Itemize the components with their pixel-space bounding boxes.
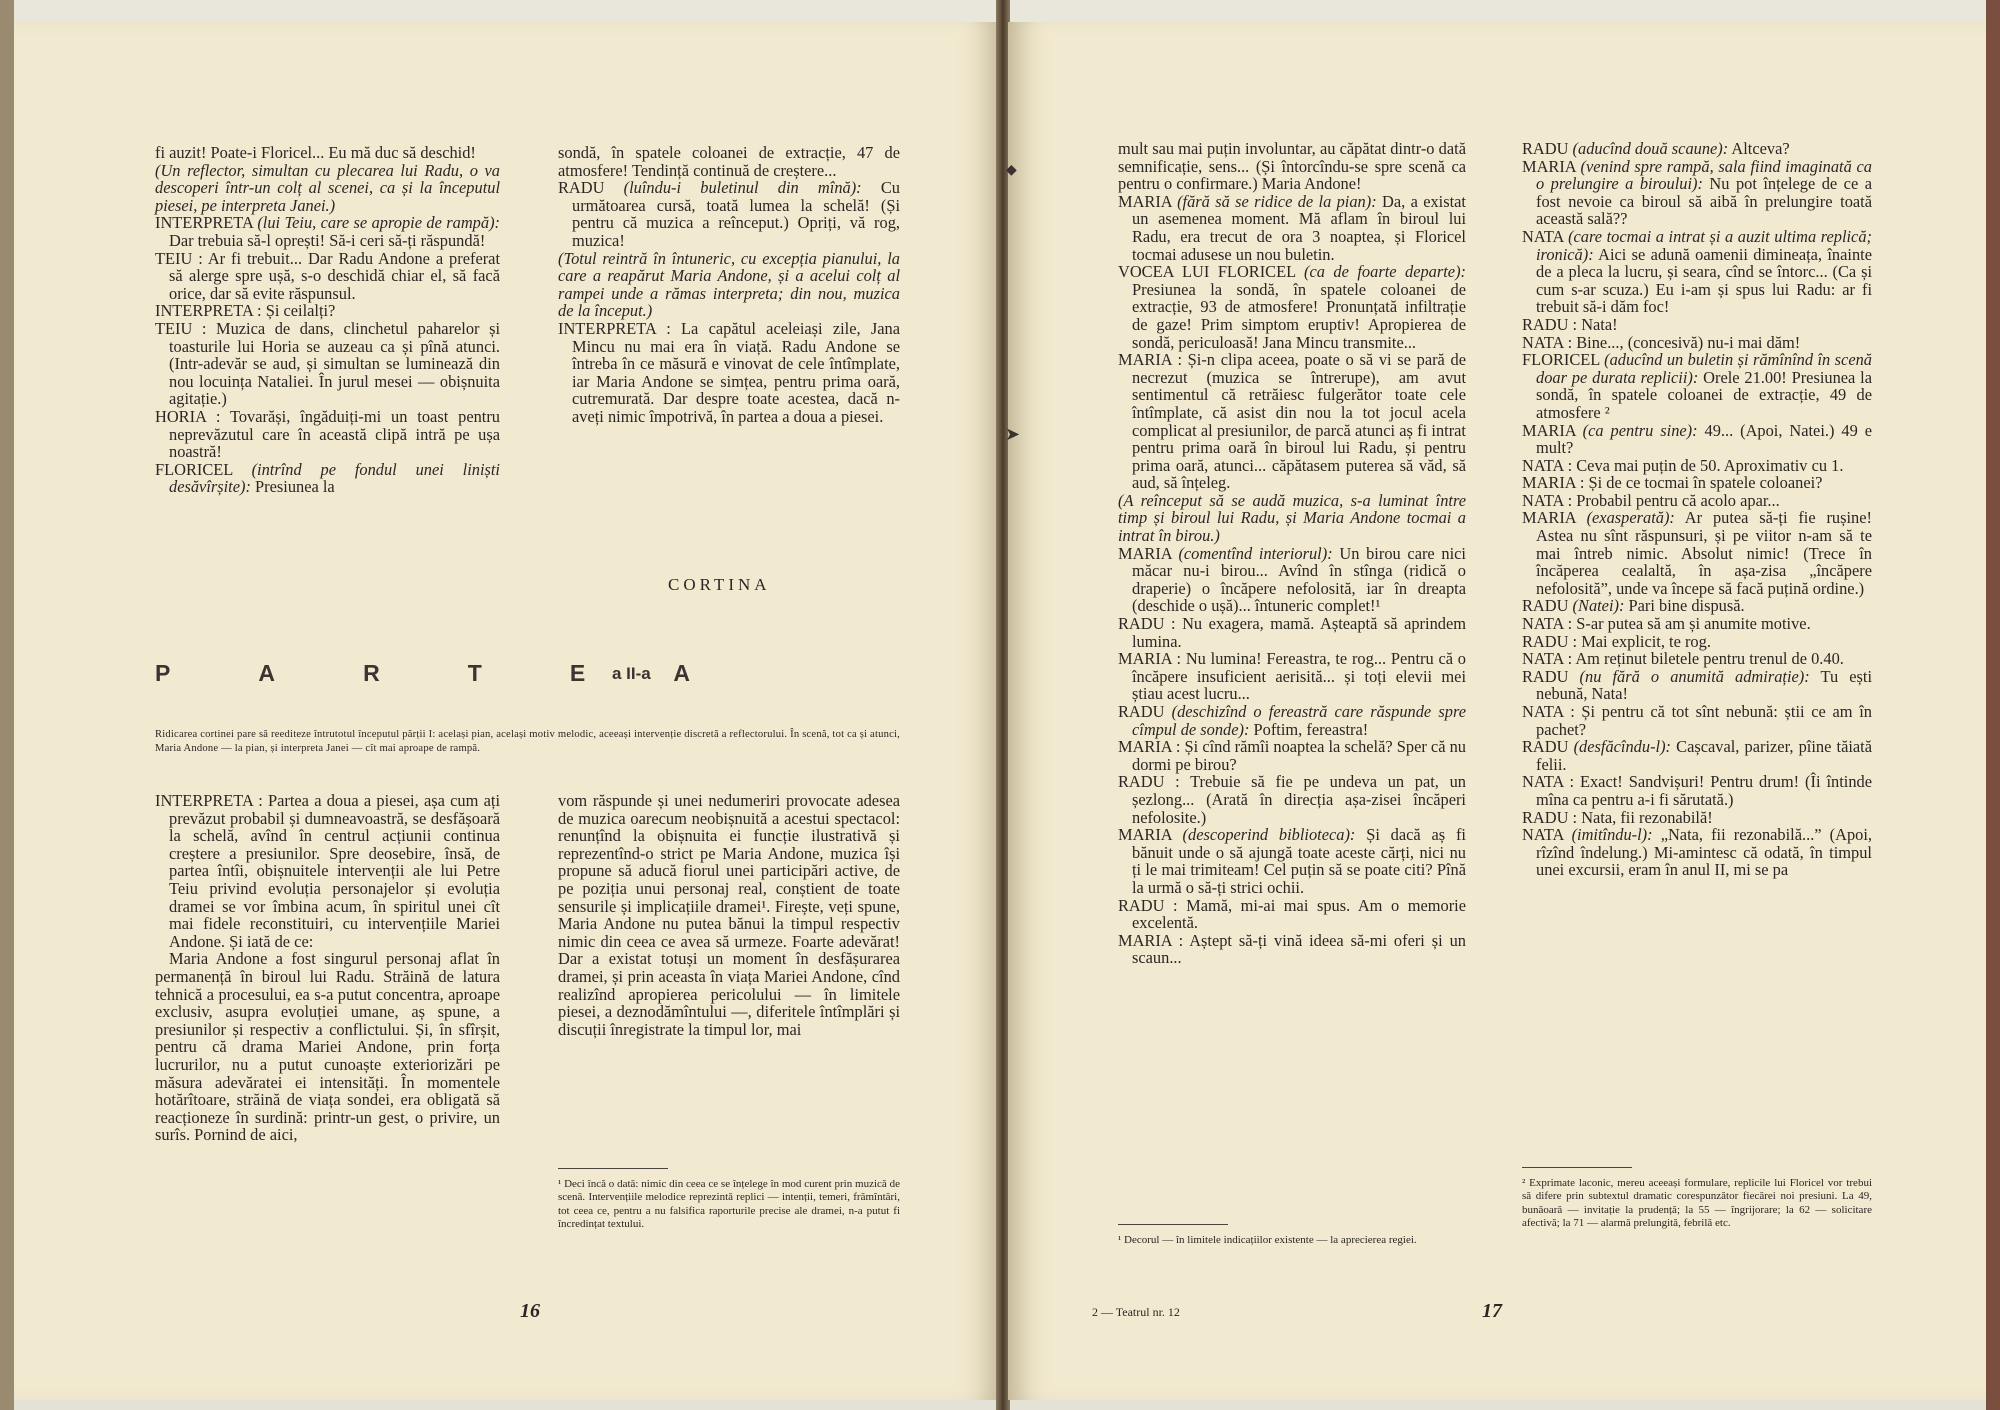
speaker-name: RADU	[1118, 772, 1176, 792]
dialogue-text: : Muzica de dans, clinchetul paharelor și toasturile lui Horia se auzeau ca și pînă atunci. (Intr-adevăr se aud, și simultan se luminează din nou locuința Nataliei. În jurul mesei — obișnuita agitație.)	[169, 318, 501, 409]
continued-text: fi auzit! Poate-i Floricel... Eu mă duc să deschid!	[155, 143, 476, 162]
dialogue-text: : Mamă, mi-ai mai spus. Am o memorie excelentă.	[1132, 895, 1466, 933]
dialogue-line	[1118, 826, 1466, 896]
dialogue-text: : Partea a doua a piesei, așa cum ați prevăzut probabil și dumneavoastră, se desfășoară la schelă, avînd în centrul acțiunii continua creștere a presiunilor. Spre deosebire, însă, de partea întîi, obișnuitele intervenții ale lui Petre Teiu privind evoluția personajelor și evoluția dramei se vor îmbina acum, în spiritul unei cît mai fidele reconstituiri, cu intervențiile Mariei Andone. Și iată de ce:	[169, 791, 500, 951]
part-heading-letter: T	[467, 660, 482, 686]
speaker-name: NATA	[1522, 490, 1568, 510]
dialogue-line	[1118, 773, 1466, 826]
stage-direction: (intrînd pe fondul unei liniști desăvîrșite):	[169, 459, 500, 497]
speaker-name: RADU	[558, 178, 624, 198]
footnote-rule	[1522, 1167, 1632, 1168]
stage-direction: (lui Teiu, care se apropie de rampă):	[257, 213, 500, 233]
speaker-name: INTERPRETA	[155, 791, 259, 810]
left-column-2-bottom: vom răspunde și unei nedumeriri provocate adesea de muzica oarecum neobișnuită a acestui spectacol: renunțînd la obișnuita ei funcție ilustrativă și reprezentînd-o strict pe Maria Andone, muzica își propune să aducă fiorul unei participări active, de pe poziția unui personaj real, conștient de toate sensurile și implicațiile dramei¹. Firește, veți spune, Maria Andone nu putea bănui la timpul respectiv nimic din ceea ce avea să urmeze. Foarte adevărat! Dar a existat totuși un moment în desfășurarea dramei, și prin aceasta în viața Mariei Andone, cînd realizînd apropierea pericolului — în limitele piesei, a deznodămîntului —, diferitele întîmplări și discuții înregistrate la timpul lor, mai	[558, 791, 900, 1039]
speaker-name: VOCEA LUI FLORICEL	[1118, 262, 1305, 282]
speaker-name: NATA	[1522, 614, 1568, 634]
dialogue-text: : Mai explicit, te rog.	[1572, 631, 1711, 651]
stage-direction: (nu fără o anumită admirație):	[1579, 666, 1810, 686]
dialogue-text: Orele 21.00! Presiunea la sondă, în spatele coloanei de extracție, 49 de atmosfere ²	[1536, 367, 1872, 422]
dialogue-line	[1522, 140, 1872, 158]
dialogue-line	[1522, 351, 1872, 421]
speaker-name: MARIA	[1118, 649, 1177, 669]
cortina-label: CORTINA	[668, 575, 771, 594]
speaker-name: FLORICEL	[155, 459, 252, 479]
book-cover-edge-right	[1986, 0, 2000, 1410]
right-column-1	[1118, 140, 1466, 967]
dialogue-line	[558, 179, 900, 249]
speaker-name: INTERPRETA	[155, 301, 258, 321]
dialogue-text: Poftim, fereastra!	[1249, 719, 1369, 739]
dialogue-text: : Ar fi trebuit... Dar Radu Andone a preferat să alerge spre ușă, s-o deschidă chiar el, să facă orice, dar să evite răspunsul.	[169, 248, 501, 303]
speaker-name: TEIU	[155, 318, 202, 338]
dialogue-line	[1522, 334, 1872, 352]
dialogue-line	[1118, 193, 1466, 263]
stage-direction: (Totul reintră în întuneric, cu excepția pianului, la care a reapărut Maria Andone, și a acelui colț al rampei unde a rămas interpreta; din nou, muzica de la început.)	[558, 248, 900, 321]
dialogue-text: Presiunea la sondă, în spatele coloanei de extracție, 93 de atmosfere! Pronunțată infiltrație de gaze! Prim simptom eruptiv! Apropierea de sondă, periculoasă! Jana Mincu transmite...	[1132, 279, 1466, 352]
stage-direction: (fără să se ridice de la pian):	[1177, 191, 1377, 211]
dialogue-line	[155, 320, 500, 408]
paragraph: Maria Andone a fost singurul personaj aflat în permanență în biroul lui Radu. Străină de latura tehnică a procesului, ea s-a putut concentra, aproape exclusiv, asupra evoluției umane, aș spune, a presiunilor și respectiv a conflictului. Și, în sfîrșit, pentru că drama Mariei Andone, prin forța lucrurilor, nu a putut cunoaște exteriorizări pe măsura adevăratei ei intensități. În momentele hotărîtoare, străină de viața sondei, era obligată să reacționeze în surdină: printr-un gest, o privire, un surîs. Pornind de aici,	[155, 949, 500, 1145]
dialogue-line	[1522, 809, 1872, 827]
dialogue-line	[1522, 457, 1872, 475]
stage-intro: Ridicarea cortinei pare să reediteze întrutotul începutul părții I: același pian, același motiv melodic, aceeași intervenție discretă a reflectorului. În scenă, tot ca și atunci, Maria Andone — la pian, și interpreta Janei — cît mai aproape de rampă.	[155, 729, 900, 754]
speaker-name: MARIA	[1118, 825, 1183, 845]
speaker-name: MARIA	[1118, 930, 1179, 950]
part-heading	[155, 660, 690, 687]
stage-direction: (desfăcîndu-l):	[1573, 737, 1671, 757]
dialogue-line	[1118, 263, 1466, 351]
dialogue-text: Cașcaval, parizer, pîine tăiată felii.	[1536, 737, 1873, 774]
dialogue-line	[1118, 615, 1466, 650]
speaker-name: RADU	[1118, 895, 1174, 915]
dialogue-text: Ar putea să-ți fie rușine! Astea nu sînt răspunsuri, și pe viitor n-am să te mai întreb nimic. Absolut nimic! (Trece în încăperea cealaltă, în așa-zisa „încăpere nefolosită”, unde va începe să facă puțină ordine.)	[1536, 508, 1872, 598]
margin-arrow-mark: ◆	[1006, 163, 1017, 178]
dialogue-line	[1522, 615, 1872, 633]
dialogue-line	[1522, 738, 1872, 773]
right-column-2	[1522, 140, 1872, 879]
stage-direction: (Un reflector, simultan cu plecarea lui Radu, o va descoperi într-un colț al scenei, ca și la începutul piesei, pe interpreta Janei.)	[155, 160, 500, 215]
dialogue-text: „Nata, fii rezonabilă...” (Apoi, rîzînd îndelung.) Mi-amintesc că odată, în timpul unei excursii, eram în anul II, mi se pa	[1536, 825, 1872, 880]
footnote-rule	[558, 1168, 668, 1169]
dialogue-text: : Aștept să-ți vină ideea să-mi oferi și un scaun...	[1132, 930, 1466, 968]
dialogue-line	[1118, 897, 1466, 932]
speaker-name: MARIA	[1118, 737, 1176, 757]
stage-direction: (deschizînd o fereastră care răspunde spre cîmpul de sonde):	[1132, 702, 1466, 739]
dialogue-line	[155, 408, 500, 461]
dialogue-line	[1118, 545, 1466, 615]
stage-direction: (descoperind biblioteca):	[1182, 825, 1356, 845]
left-column-1-bottom	[155, 792, 500, 1144]
speaker-name: NATA	[1522, 702, 1571, 721]
speaker-name: MARIA	[1118, 543, 1179, 563]
dialogue-text: : Am reținut biletele pentru trenul de 0.40.	[1567, 649, 1844, 669]
speaker-name: NATA	[1522, 455, 1568, 475]
speaker-name: RADU	[1522, 139, 1573, 158]
stage-direction: (aducînd un buletin și rămînînd în scenă doar pe durata replicii):	[1536, 350, 1872, 387]
speaker-name: RADU	[1522, 666, 1580, 686]
speaker-name: FLORICEL	[1522, 350, 1605, 370]
dialogue-line	[1522, 422, 1872, 457]
dialogue-line	[1522, 703, 1872, 738]
dialogue-line	[1522, 316, 1872, 334]
dialogue-line	[1522, 492, 1872, 510]
stage-direction: (ca de foarte departe):	[1304, 262, 1466, 282]
speaker-name: TEIU	[155, 248, 199, 268]
dialogue-line	[1522, 509, 1872, 597]
dialogue-text: : Nu exagera, mamă. Așteaptă să aprindem lumina.	[1132, 614, 1466, 651]
dialogue-text: : Nu lumina! Fereastra, te rog... Pentru că o încăpere insuficient aerisită... și toți elevii mei știau acest lucru...	[1132, 649, 1466, 704]
dialogue-text: Altceva?	[1728, 139, 1790, 158]
dialogue-line	[1118, 650, 1466, 703]
dialogue-line	[155, 792, 500, 950]
stage-direction: (ca pentru sine):	[1582, 420, 1698, 440]
dialogue-text: Presiunea la	[250, 477, 335, 497]
dialogue-text: Tu ești nebună, Nata!	[1536, 666, 1872, 704]
dialogue-text: Și dacă aș fi bănuit unde o să ajungă toate aceste cărți, nici nu ți le mai trimiteam! Cel puțin să se poate citi? Pînă la urmă o să-ți strici ochii.	[1132, 825, 1466, 897]
stage-direction: (care tocmai a intrat și a auzit ultima replică; ironică):	[1536, 226, 1872, 264]
book-cover-edge-left	[0, 0, 14, 1410]
dialogue-text: 49... (Apoi, Natei.) 49 e mult?	[1536, 420, 1872, 458]
speaker-name: INTERPRETA	[558, 318, 667, 338]
speaker-name: INTERPRETA	[155, 213, 258, 233]
speaker-name: RADU	[1522, 737, 1574, 757]
dialogue-line	[1522, 158, 1872, 228]
speaker-name: NATA	[1522, 226, 1569, 246]
part-heading-letter: P	[155, 660, 171, 686]
continued-text: sondă, în spatele coloanei de extracție, 47 de atmosfere! Tendință continuă de creștere...	[558, 143, 900, 180]
dialogue-line	[1522, 597, 1872, 615]
dialogue-line	[155, 302, 500, 320]
dialogue-line	[1118, 703, 1466, 738]
dialogue-line	[1522, 228, 1872, 316]
dialogue-line	[1118, 351, 1466, 492]
dialogue-text: : Și ceilalți?	[257, 301, 336, 321]
footnote-left: ¹ Deci încă o dată: nimic din ceea ce se înțelege în mod curent prin muzică de scenă. Intervențiile melodice reprezintă replici — intenții, temeri, frămîntări, tot ceea ce, pentru a nu falsifica raporturile precise ale dramei, n-a putut fi încredințat textului.	[558, 1178, 900, 1231]
dialogue-line	[155, 250, 500, 303]
dialogue-text: : Și cînd rămîi noaptea la schelă? Sper că nu dormi pe birou?	[1132, 737, 1466, 774]
dialogue-line	[1522, 650, 1872, 668]
page-number-right: 17	[1482, 1300, 1502, 1322]
speaker-name: RADU	[1522, 807, 1573, 827]
continued-text: mult sau mai puțin involuntar, au căpătat dintr-o dată semnificație, sens... (Și întorcîndu-se spre scenă ca pentru o confirmare.) Maria Andone!	[1118, 139, 1466, 194]
dialogue-text: Pari bine dispusă.	[1624, 596, 1745, 616]
printer-signature: 2 — Teatrul nr. 12	[1092, 1305, 1180, 1319]
stage-direction: (luîndu-i buletinul din mînă):	[623, 178, 862, 198]
part-heading-letter: A	[258, 660, 276, 686]
dialogue-line	[1522, 474, 1872, 492]
page-number-left: 16	[520, 1300, 540, 1322]
dialogue-text: : Tovarăși, îngăduiți-mi un toast pentru neprevăzutul care în această clipă intră pe ușa noastră!	[169, 406, 500, 462]
stage-direction: (comentînd interiorul):	[1178, 543, 1333, 563]
speaker-name: RADU	[1522, 631, 1573, 651]
part-heading-letter: E	[569, 660, 586, 686]
speaker-name: RADU	[1118, 702, 1172, 721]
stage-direction: (exasperată):	[1586, 508, 1675, 528]
speaker-name: MARIA	[1118, 191, 1178, 211]
dialogue-text: : Exact! Sandvișuri! Pentru drum! (Îi întinde mîna ca pentru a-i fi sărutată.)	[1536, 772, 1872, 809]
dialogue-text: : Ceva mai puțin de 50. Aproximativ cu 1.	[1567, 455, 1844, 475]
speaker-name: RADU	[1522, 314, 1573, 334]
speaker-name: MARIA	[1118, 350, 1178, 370]
part-heading-letter: R	[363, 660, 380, 686]
dialogue-text: : Nata, fii rezonabilă!	[1572, 807, 1713, 827]
footnote-right-2: ² Exprimate laconic, mereu aceeași formulare, replicile lui Floricel vor trebui să difere prin subtextul dramatic corespunzător fiecărei noi presiuni. La 49, bunăoară — invitație la prudență; la 55 — îngrijorare; la 62 — solicitare afectivă; la 71 — alarmă prelungită, febrilă etc.	[1522, 1177, 1872, 1230]
dialogue-line	[155, 461, 500, 496]
stage-direction: (venind spre rampă, sala fiind imaginată ca o prelungire a biroului):	[1536, 156, 1872, 194]
speaker-name: HORIA	[155, 406, 216, 426]
dialogue-text: : Și pentru că tot sînt nebună: știi ce am în pachet?	[1536, 702, 1872, 739]
dialogue-text: : S-ar putea să am și anumite motive.	[1567, 614, 1811, 634]
speaker-name: NATA	[1522, 825, 1572, 845]
dialogue-line	[155, 214, 500, 249]
dialogue-text: : Probabil pentru că acolo apar...	[1567, 490, 1780, 510]
dialogue-text: : Bine..., (concesivă) nu-i mai dăm!	[1567, 332, 1801, 352]
dialogue-text: : Și de ce tocmai în spatele coloanei?	[1579, 473, 1823, 493]
stage-direction: (A reînceput să se audă muzica, s-a luminat între timp și biroul lui Radu, și Maria Andone tocmai a intrat în birou.)	[1118, 490, 1466, 546]
dialogue-line	[1118, 738, 1466, 773]
dialogue-line	[1522, 773, 1872, 808]
stage-direction: (aducînd două scaune):	[1572, 139, 1729, 158]
dialogue-text: : La capătul aceleiași zile, Jana Mincu nu mai era în viață. Radu Andone se întreba în ce măsură e vinovat de cele întîmplate, iar Maria Andone se simțea, pentru prima oară, cutremurată. Dar despre toate acestea, dacă n-aveți nimic împotrivă, în partea a doua a piesei.	[572, 318, 900, 426]
dialogue-text: Dar trebuia să-l oprești! Să-i ceri să-ți răspundă!	[169, 230, 486, 250]
dialogue-text: Da, a existat un asemenea moment. Mă aflam în biroul lui Radu, era trecut de ora 3 noaptea, și Floricel tocmai adusese un nou buletin.	[1132, 191, 1466, 264]
speaker-name: RADU	[1118, 614, 1171, 634]
dialogue-text: Un birou care nici măcar nu-i birou... Avînd în stînga (ridică o draperie) o încăpere nefolosită, iar în dreapta (deschide o ușă)... întuneric complet!¹	[1132, 543, 1466, 616]
speaker-name: MARIA	[1522, 508, 1587, 528]
part-heading-number: a II-a	[612, 664, 651, 683]
dialogue-text: Aici se adună oamenii dimineața, înainte de a pleca la lucru, și seara, cînd se întorc... (Ca și cum s-ar scuza.) Eu i-am și spus lui Radu: ar fi trebuit să-i dăm foc!	[1536, 244, 1872, 317]
speaker-name: MARIA	[1522, 473, 1580, 493]
dialogue-line	[1522, 668, 1872, 703]
dialogue-text: Cu următoarea cursă, toată lumea la schelă! (Și pentru că muzica a reînceput.) Opriți, vă rog, muzica!	[572, 178, 900, 250]
dialogue-line	[558, 320, 900, 426]
speaker-name: MARIA	[1522, 420, 1583, 440]
speaker-name: NATA	[1522, 772, 1570, 792]
speaker-name: RADU	[1522, 596, 1573, 616]
left-column-1-top	[155, 144, 500, 496]
speaker-name: NATA	[1522, 649, 1568, 669]
dialogue-line	[1118, 932, 1466, 967]
speaker-name: MARIA	[1522, 156, 1581, 176]
speaker-name: NATA	[1522, 332, 1568, 352]
dialogue-text: : Nata!	[1572, 314, 1618, 334]
dialogue-text: : Și-n clipa aceea, poate o să vi se pară de necrezut (muzica se întrerupe), am avut sentimentul că retrăiesc fulgerător toate cele întîmplate, că asist din nou la tot jocul acela complicat al presiunilor, de parcă atunci aș fi intrat pentru prima oară în biroul lui Radu, și pentru prima oară, atunci... căpătasem puterea să văd, să aud, să înțeleg.	[1132, 350, 1466, 493]
dialogue-line	[1522, 633, 1872, 651]
stage-direction: (imitîndu-l):	[1571, 825, 1653, 845]
dialogue-line	[1522, 826, 1872, 879]
footnote-rule	[1118, 1224, 1228, 1225]
left-column-2-top	[558, 144, 900, 426]
footnote-right-1: ¹ Decorul — în limitele indicațiilor existente — la aprecierea regiei.	[1118, 1234, 1417, 1246]
dialogue-text: : Trebuie să fie pe undeva un pat, un șezlong... (Arată în direcția așa-zisei încăperi nefolosite.)	[1132, 772, 1466, 827]
part-heading-letter: A	[673, 660, 690, 686]
dialogue-text: Nu pot înțelege de ce a fost nevoie ca biroul să aibă în prelungire toată această sală??	[1536, 174, 1872, 229]
margin-arrow-mark: ➤	[1005, 424, 1021, 444]
stage-direction: (Natei):	[1572, 596, 1625, 616]
